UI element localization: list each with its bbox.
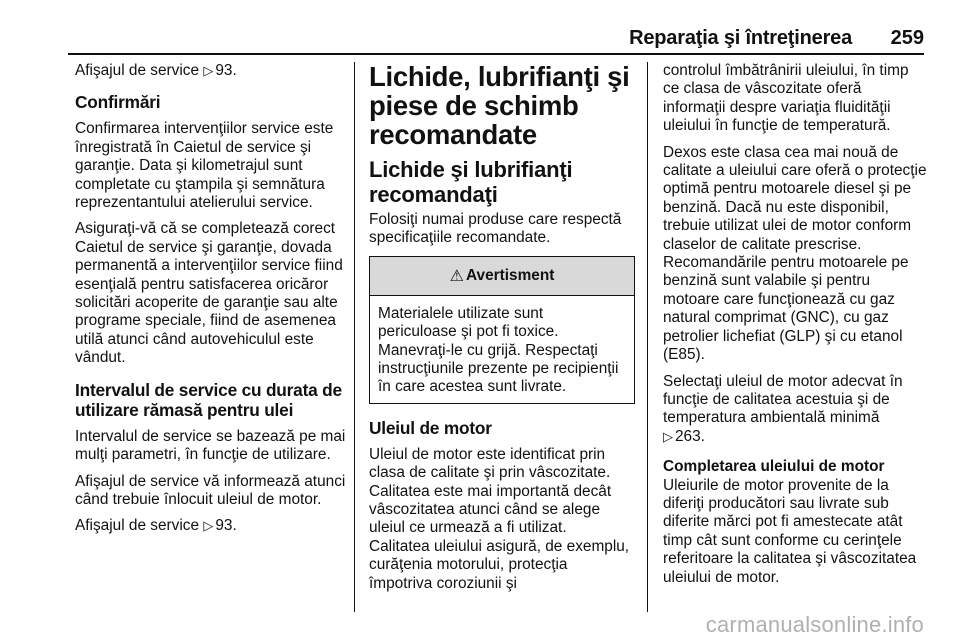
- service-display-reference: Afişajul de service ▷ 93.: [75, 62, 237, 79]
- chapter-heading: Lichide, lubrifianţi şi piese de schimb recomandate: [369, 61, 630, 150]
- heading-confirmations: Confirmări: [75, 92, 161, 113]
- warning-box: [369, 256, 635, 404]
- warning-text: Materialele utilizate sunt periculoase şi pot fi toxice. Manevraţi-le cu grijă. Respectaţi instrucţiunile prezente pe recipienţii în care acestea sunt livrate.: [378, 304, 619, 396]
- paragraph-select-oil: Selectaţi uleiul de motor adecvat în funcţie de calitatea acestuia şi de temperatura ambientală minimă ▷ 263.: [663, 372, 903, 445]
- heading-engine-oil: Uleiul de motor: [369, 417, 492, 438]
- page-reference-arrow-icon: ▷: [203, 63, 214, 78]
- paragraph-interval-parameters: Intervalul de service se bazează pe mai mulţi parametri, în funcţie de utilizare.: [75, 427, 346, 464]
- page-reference-link[interactable]: 263.: [675, 427, 705, 445]
- page-reference-arrow-icon: ▷: [663, 428, 673, 444]
- header-divider: [68, 53, 924, 55]
- warning-triangle-icon: ⚠: [449, 267, 464, 285]
- paragraph-oil-mixing: Uleiurile de motor provenite de la diferiţi producători sau livrate sub diferite mărci pot fi amestecate atât timp cât sunt conforme cu cerinţele referitoare la calitatea şi vâscozitatea uleiului de motor.: [663, 476, 917, 586]
- warning-title: Avertisment: [465, 266, 555, 284]
- paragraph-oil-identification: Uleiul de motor este identificat prin clasa de calitate şi prin vâscozitate. Calitatea este mai importantă decât vâscozitatea atunci când se alege uleiul ce urmează a fi utilizat.: [369, 445, 612, 537]
- page-reference-link[interactable]: 93.: [215, 62, 237, 79]
- page-number: 259: [890, 27, 924, 49]
- page-header: [0, 0, 960, 56]
- section-title: Reparaţia şi întreţinerea: [629, 27, 852, 49]
- paragraph-dexos: Dexos este clasa cea mai nouă de calitate a uleiului care oferă o protecţie optimă pentru motoarele diesel şi pe benzină. Dacă nu este disponibil, trebuie utilizat ulei de motor conform claselor de calitate prescrise. Recomandările pentru motoarele pe benzină sunt valabile şi pentru motoare care funcţionează cu gaz natural comprimat (GNC), cu gaz petrolier lichefiat (GLP) şi cu etanol (E85).: [663, 143, 927, 364]
- paragraph-confirmations: Confirmarea intervenţiilor service este înregistrată în Caietul de service şi garanţie. Data şi kilometrajul sunt completate cu ştampila şi semnătura reprezentantului atelierului service.: [75, 120, 334, 212]
- heading-service-interval: Intervalul de service cu durata de utilizare rămasă pentru ulei: [75, 379, 342, 420]
- paragraph-service-display-info: Afişajul de service vă informează atunci când trebuie înlocuit uleiul de motor.: [75, 472, 346, 508]
- page-reference-arrow-icon: ▷: [203, 518, 214, 534]
- subheading-fluids: Lichide şi lubrifianţi recomandaţi: [369, 157, 573, 207]
- warning-header: [370, 257, 634, 296]
- warning-body: [370, 296, 634, 403]
- watermark: carmanualsonline.info: [705, 612, 924, 637]
- column-right: [663, 62, 927, 595]
- page-reference-link[interactable]: 93.: [215, 517, 237, 535]
- heading-oil-topup: Completarea uleiului de motor: [663, 458, 885, 476]
- column-middle: [369, 62, 635, 601]
- paragraph-service-book: Asiguraţi-vă că se completează corect Caietul de service şi garanţie, dovada permanentă a intervenţiilor service fiind esenţială pentru satisfacerea oricăror solicitări acoperite de garanţie sau alte programe speciale, fiind de asemenea utilă atunci când autovehiculul este vândut.: [75, 220, 343, 367]
- paragraph-oil-quality: Calitatea uleiului asigură, de exemplu, curăţenia motorului, protecţia împotriva coroziunii şi: [369, 537, 630, 592]
- column-divider-left: [354, 62, 355, 612]
- column-left: [75, 62, 347, 544]
- paragraph-use-products: Folosiţi numai produse care respectă specificaţiile recomandate.: [369, 211, 622, 247]
- service-display-reference-2: Afişajul de service ▷ 93.: [75, 517, 237, 535]
- paragraph-oil-aging: controlul îmbătrânirii uleiului, în timp ce clasa de vâscozitate oferă informaţii despre variaţia fluidităţii uleiului în funcţie de temperatură.: [663, 62, 909, 135]
- column-divider-right: [647, 62, 648, 612]
